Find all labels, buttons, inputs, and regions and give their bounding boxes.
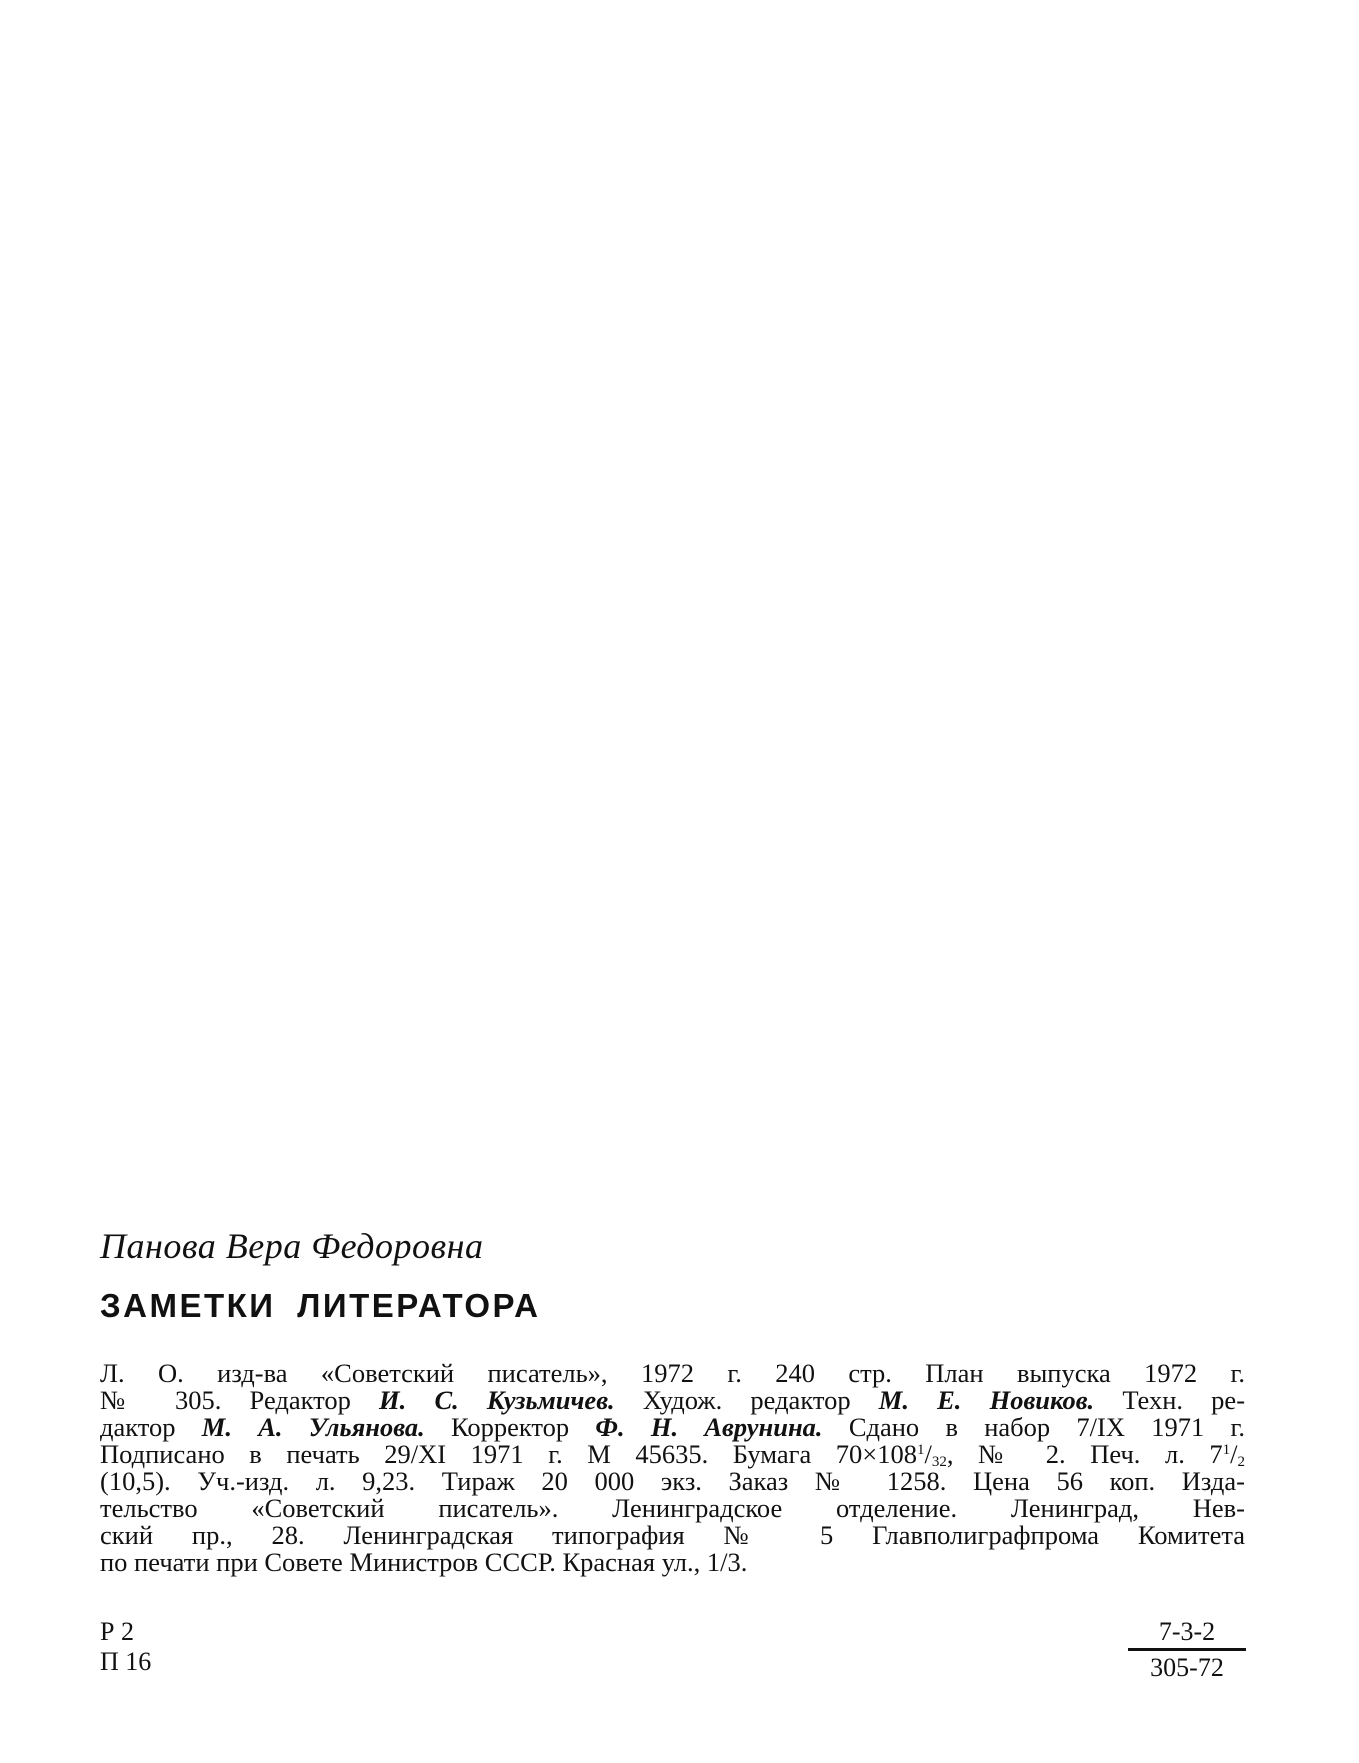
fraction-slash: / [1230,1439,1238,1469]
classification-line: П 16 [100,1647,152,1676]
imprint-text: Корректор [424,1412,596,1442]
imprint-text: Худож. редактор [614,1385,879,1415]
imprint-line: тельство «Советский писатель». Ленинградское отделение. Ленинград, Нев- [100,1493,1245,1523]
book-title: ЗАМЕТКИ ЛИТЕРАТОРА [100,1287,541,1324]
catalog-code-bottom: 305-72 [1150,1653,1224,1682]
author-name: Панова Вера Федоровна [100,1226,484,1266]
imprint-line: по печати при Совете Министров СССР. Красная ул., 1/3. [100,1547,748,1577]
proofreader-name: Ф. Н. Аврунина. [595,1412,823,1442]
catalog-code-top: 7-3-2 [1158,1617,1216,1646]
imprint-line [100,1387,1245,1414]
imprint-line: Л. О. изд-ва «Советский писатель», 1972 г. 240 стр. План выпуска 1972 г. [100,1358,1245,1388]
imprint-text: Подписано в печать 29/XI 1971 г. М 45635. Бумага 70×108 [100,1439,917,1469]
imprint-text: дактор [100,1412,202,1442]
imprint-block [100,1360,1245,1576]
fraction-numerator: 1 [1222,1442,1231,1458]
imprint-text: Сдано в набор 7/IX 1971 г. [822,1412,1246,1442]
imprint-text: Техн. ре- [1094,1385,1246,1415]
catalog-code [1128,1617,1246,1683]
editor-name: И. С. Кузьмичев. [379,1385,615,1415]
fraction-denominator: 32 [931,1454,947,1470]
imprint-line: (10,5). Уч.-изд. л. 9,23. Тираж 20 000 экз. Заказ № 1258. Цена 56 коп. Изда- [100,1466,1245,1496]
imprint-line [100,1441,1245,1468]
art-editor-name: М. Е. Новиков. [878,1385,1095,1415]
fraction-numerator: 1 [916,1442,925,1458]
tech-editor-name: М. А. Ульянова. [201,1412,425,1442]
imprint-line: ский пр., 28. Ленинградская типография № 5 Главполиграфпрома Комитета [100,1520,1245,1550]
imprint-text: , № 2. Печ. л. 7 [946,1439,1223,1469]
fraction-denominator: 2 [1237,1454,1245,1470]
classification-line: Р 2 [100,1617,134,1646]
fraction-slash: / [924,1439,932,1469]
imprint-line [100,1414,1245,1441]
classification-index [100,1617,151,1677]
catalog-code-rule [1128,1648,1246,1651]
imprint-text: № 305. Редактор [100,1385,380,1415]
